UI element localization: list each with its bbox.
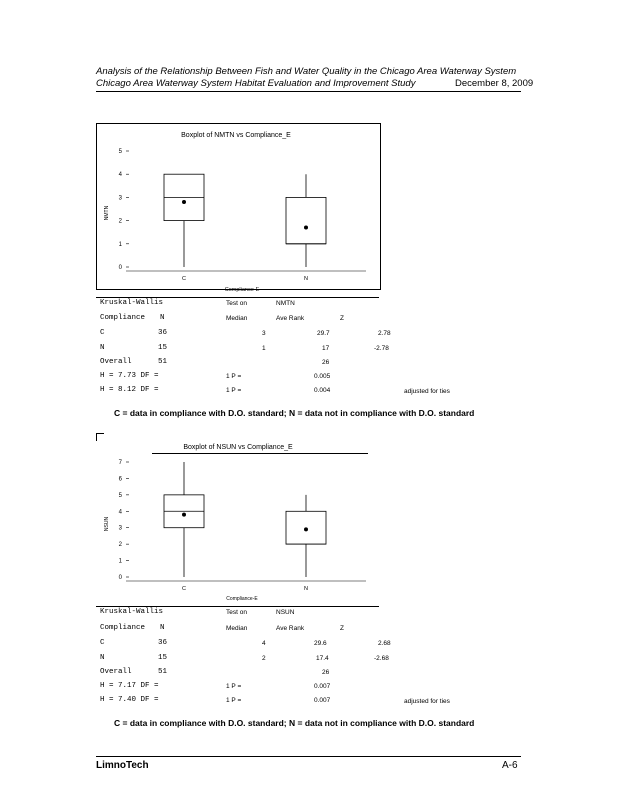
plot1-p1-label: 1 P =: [226, 373, 242, 380]
plot1-row-n-rank: 17: [322, 345, 330, 352]
plot2-row-overall-group: Overall: [100, 668, 132, 676]
plot2-note: adjusted for ties: [404, 698, 450, 705]
plot1-row-c-rank: 29.7: [317, 330, 330, 337]
plot1-col-z: Z: [340, 315, 344, 322]
plot2-row-c-n: 36: [158, 639, 168, 647]
y-tick-label: 0: [118, 575, 122, 581]
box-c-mean-point: [182, 513, 186, 517]
plot1-h2: H = 8.12 DF =: [100, 386, 159, 394]
plot2-row-n-z: -2.68: [374, 655, 389, 662]
plot2-col-median: Median: [226, 625, 248, 632]
plot2-h1: H = 7.17 DF =: [100, 682, 159, 690]
plot1-row-n-group: N: [100, 344, 105, 352]
plot2-p1-label: 1 P =: [226, 683, 242, 690]
plot2-col-compliance: Compliance: [100, 624, 146, 632]
plot2-row-n-n: 15: [158, 654, 168, 662]
plot1-ylabel: NMTN: [104, 205, 110, 221]
header-date: December 8, 2009: [455, 78, 534, 89]
plot2-p2: 0.007: [314, 697, 331, 704]
plot1-stats-title-right: NMTN: [276, 300, 295, 307]
plot1-p1: 0.005: [314, 373, 331, 380]
plot1-stats-title-mid: Test on: [226, 300, 247, 307]
x-category-label: N: [304, 276, 308, 282]
plot2-row-n-rank: 17.4: [316, 655, 329, 662]
x-category-label: C: [182, 276, 186, 282]
box-n-rect: [286, 197, 326, 243]
y-tick-label: 1: [118, 558, 122, 565]
plot2-title: Boxplot of NSUN vs Compliance_E: [183, 444, 293, 451]
plot2-row-n-group: N: [100, 654, 105, 662]
plot2-ylabel: NSUN: [104, 516, 110, 532]
plot1-row-c-median: 3: [262, 330, 266, 337]
plot1-row-overall-n: 51: [158, 358, 168, 366]
plot2-stats-title: Kruskal-Wallis: [100, 608, 164, 616]
y-tick-label: 1: [118, 241, 122, 248]
plot1-row-n-median: 1: [262, 345, 266, 352]
plot1-row-c-group: C: [100, 329, 105, 337]
plot1-p2-label: 1 P =: [226, 387, 242, 394]
y-tick-label: 5: [118, 149, 122, 155]
plot1-row-n-n: 15: [158, 344, 168, 352]
plot2-stats-rule: [96, 606, 379, 607]
plot2-row-overall-rank: 26: [322, 669, 330, 676]
footer-page-number: A-6: [502, 760, 518, 771]
plot1-col-n: N: [160, 314, 165, 322]
plot1-row-c-n: 36: [158, 329, 168, 337]
y-tick-label: 2: [118, 218, 122, 225]
box-c-mean-point: [182, 200, 186, 204]
y-tick-label: 4: [118, 509, 122, 516]
y-tick-label: 2: [118, 542, 122, 549]
y-tick-label: 7: [118, 460, 122, 466]
y-tick-label: 5: [118, 492, 122, 499]
plot2-stats-title-mid: Test on: [226, 609, 247, 616]
plot2-caption: C = data in compliance with D.O. standard; N = data not in compliance with D.O. standard: [114, 718, 475, 728]
header-line-2: Chicago Area Waterway System Habitat Evaluation and Improvement Study: [96, 78, 416, 89]
x-category-label: C: [182, 586, 186, 592]
plot2-p2-label: 1 P =: [226, 697, 242, 704]
plot2-row-c-median: 4: [262, 640, 266, 647]
y-tick-label: 6: [118, 476, 122, 483]
plot1-row-overall-rank: 26: [322, 359, 330, 366]
plot1-p2: 0.004: [314, 387, 331, 394]
plot1-h1: H = 7.73 DF =: [100, 372, 159, 380]
plot1-chart: [96, 123, 379, 298]
plot1-col-compliance: Compliance: [100, 314, 146, 322]
plot2-row-c-rank: 29.6: [314, 640, 327, 647]
plot2-row-overall-n: 51: [158, 668, 168, 676]
plot1-stats-rule: [96, 297, 379, 298]
plot2-col-n: N: [160, 624, 165, 632]
plot2-col-z: Z: [340, 625, 344, 632]
plot2-p1: 0.007: [314, 683, 331, 690]
plot2-row-c-group: C: [100, 639, 105, 647]
box-n-mean-point: [304, 527, 308, 531]
plot1-col-rank: Ave Rank: [276, 315, 305, 322]
plot2-chart: [96, 437, 379, 607]
box-n-mean-point: [304, 226, 308, 230]
plot1-row-c-z: 2.78: [378, 330, 391, 337]
plot2-h2: H = 7.40 DF =: [100, 696, 159, 704]
plot1-row-n-z: -2.78: [374, 345, 389, 352]
plot1-title: Boxplot of NMTN vs Compliance_E: [181, 132, 291, 139]
y-tick-label: 4: [118, 172, 122, 179]
footer-rule: [96, 756, 521, 757]
plot2-row-n-median: 2: [262, 655, 266, 662]
plot2-row-c-z: 2.68: [378, 640, 391, 647]
plot1-row-overall-group: Overall: [100, 358, 132, 366]
plot1-xlabel: Compliance-E: [224, 287, 260, 293]
y-tick-label: 3: [118, 525, 122, 532]
y-tick-label: 3: [118, 195, 122, 202]
header-line-1: Analysis of the Relationship Between Fish and Water Quality in the Chicago Area Waterway System: [96, 66, 517, 77]
plot1-stats-title: Kruskal-Wallis: [100, 299, 164, 307]
x-category-label: N: [304, 586, 308, 592]
plot1-col-median: Median: [226, 315, 248, 322]
plot1-caption: C = data in compliance with D.O. standard; N = data not in compliance with D.O. standard: [114, 408, 475, 418]
footer-company: LimnoTech: [96, 760, 149, 771]
plot2-col-rank: Ave Rank: [276, 625, 305, 632]
y-tick-label: 0: [118, 265, 122, 271]
plot2-xlabel: Compliance-E: [226, 596, 258, 602]
plot1-note: adjusted for ties: [404, 388, 450, 395]
plot2-stats-title-right: NSUN: [276, 609, 295, 616]
header-rule: [96, 91, 521, 92]
